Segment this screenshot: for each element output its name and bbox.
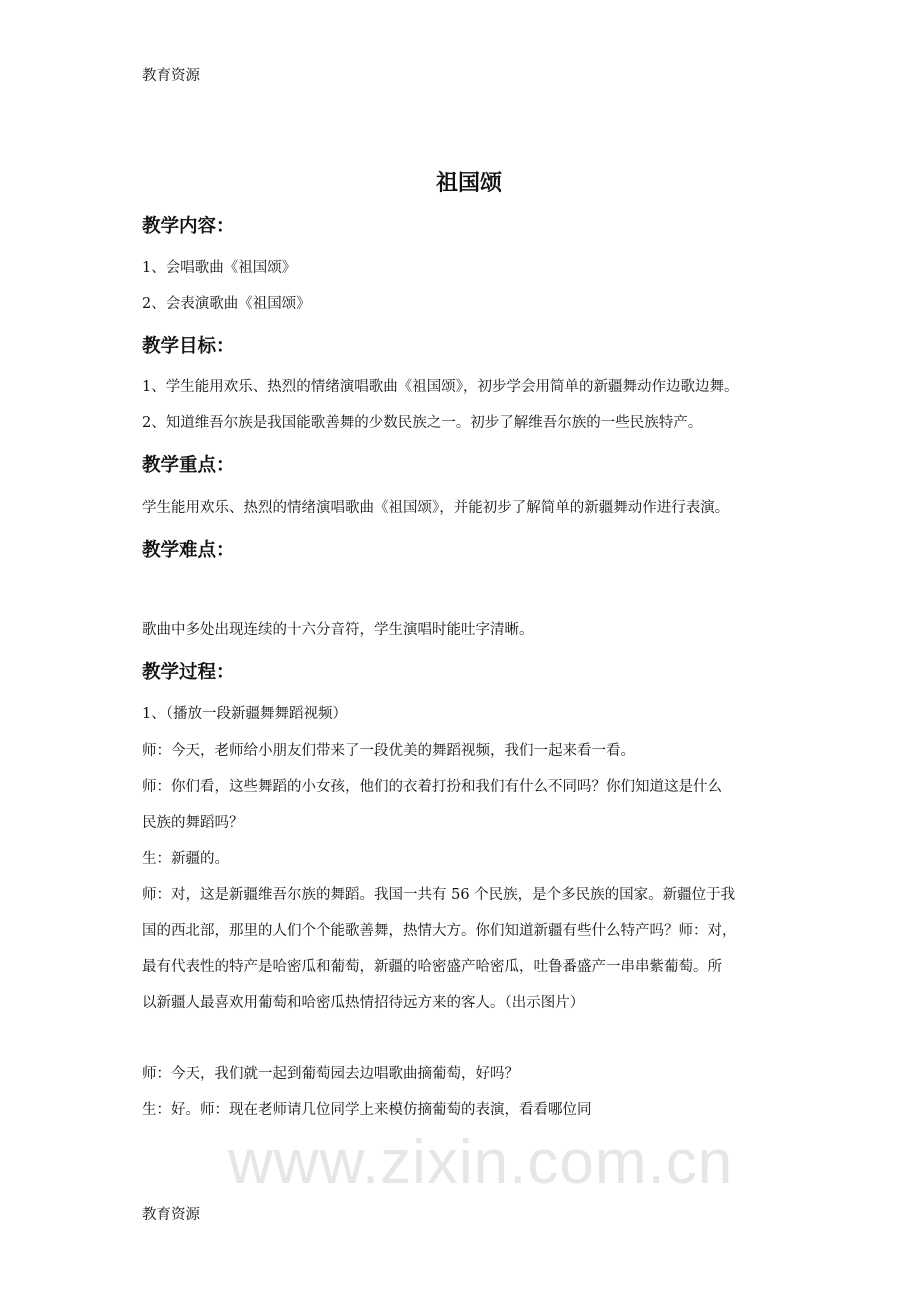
paragraph: 生：新疆的。 [142,851,229,867]
paragraph: 师：今天，我们就一起到葡萄园去边唱歌曲摘葡萄，好吗？ [142,1066,519,1082]
page-header: 教育资源 [142,68,200,84]
paragraph: 以新疆人最喜欢用葡萄和哈密瓜热情招待远方来的客人。（出示图片） [142,995,585,1011]
paragraph: 师：对，这是新疆维吾尔族的舞蹈。我国一共有 56 个民族，是个多民族的国家。新疆位于我 [142,887,736,903]
section-heading: 教学目标： [142,336,235,357]
section-heading: 教学重点： [142,455,235,476]
paragraph: 1、会唱歌曲《祖国颂》 [142,260,297,276]
paragraph: 2、会表演歌曲《祖国颂》 [142,296,311,312]
document-title: 祖国颂 [435,171,502,196]
paragraph: 1、学生能用欢乐、热烈的情绪演唱歌曲《祖国颂》，初步学会用简单的新疆舞动作边歌边舞。 [142,379,739,395]
paragraph: 师：今天，老师给小朋友们带来了一段优美的舞蹈视频，我们一起来看一看。 [142,743,635,759]
paragraph: 2、知道维吾尔族是我国能歌善舞的少数民族之一。初步了解维吾尔族的一些民族特产。 [142,415,703,431]
paragraph: 1、（播放一段新疆舞舞蹈视频） [142,706,347,722]
section-heading: 教学难点： [142,540,235,561]
paragraph: 学生能用欢乐、热烈的情绪演唱歌曲《祖国颂》，并能初步了解简单的新疆舞动作进行表演。 [142,500,730,516]
section-heading: 教学内容： [142,216,235,237]
paragraph: 歌曲中多处出现连续的十六分音符，学生演唱时能吐字清晰。 [142,622,534,638]
paragraph: 师：你们看，这些舞蹈的小女孩，他们的衣着打扮和我们有什么不同吗？你们知道这是什么 [142,779,722,795]
page-footer: 教育资源 [142,1207,200,1223]
watermark: www.zixin.com.cn [228,1128,734,1197]
paragraph: 最有代表性的特产是哈密瓜和葡萄，新疆的哈密盛产哈密瓜，吐鲁番盛产一串串紫葡萄。所 [142,959,722,975]
paragraph: 国的西北部，那里的人们个个能歌善舞，热情大方。你们知道新疆有些什么特产吗？师：对， [142,923,737,939]
paragraph: 民族的舞蹈吗？ [142,815,244,831]
section-heading: 教学过程： [142,662,235,683]
paragraph: 生：好。师：现在老师请几位同学上来模仿摘葡萄的表演，看看哪位同 [142,1102,592,1118]
